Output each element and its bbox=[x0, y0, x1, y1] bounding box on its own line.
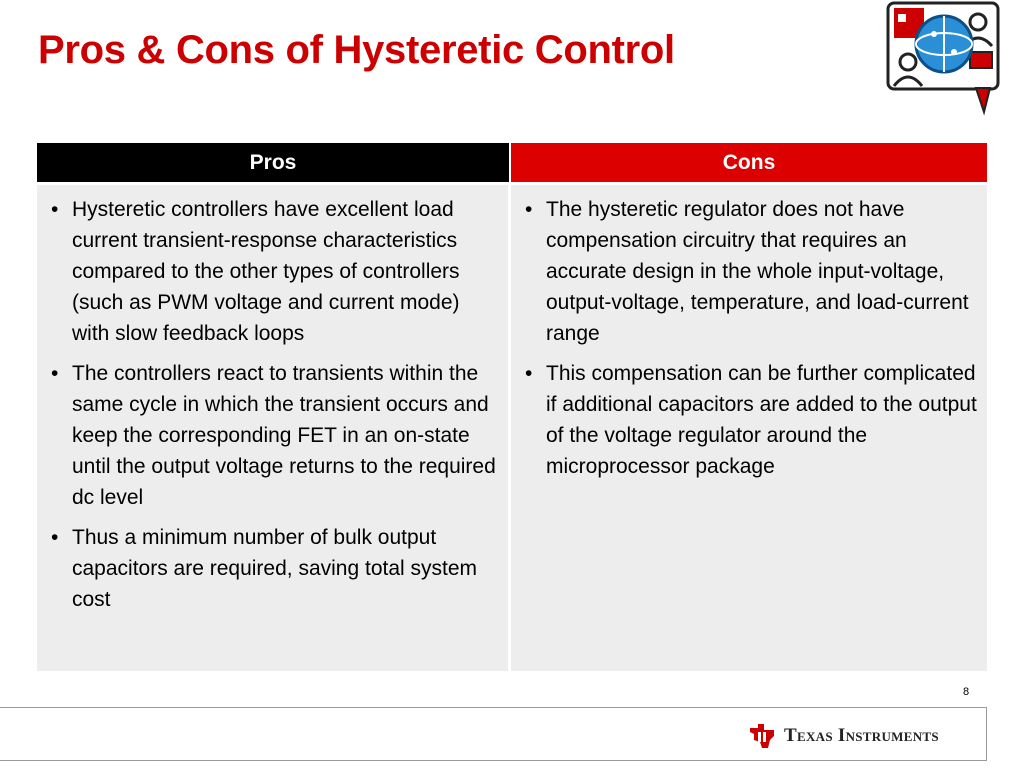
footer-bar bbox=[0, 707, 987, 761]
list-item: • The controllers react to transients within the same cycle in which the transient occurs and keep the corresponding FET in an on-state until the output voltage returns to the required dc level bbox=[45, 358, 498, 513]
cons-cell bbox=[511, 185, 987, 671]
network-people-logo-icon bbox=[884, 0, 1006, 118]
list-item: • Hysteretic controllers have excellent load current transient-response characteristics compared to the other types of controllers (such as PWM voltage and current mode) with slow feedback loops bbox=[45, 194, 498, 349]
list-item: • This compensation can be further complicated if additional capacitors are added to the output of the voltage regulator around the microprocessor package bbox=[519, 358, 977, 482]
list-item: • Thus a minimum number of bulk output capacitors are required, saving total system cost bbox=[45, 522, 498, 615]
list-item: • The hysteretic regulator does not have compensation circuitry that requires an accurate design in the whole input-voltage, output-voltage, temperature, and load-current range bbox=[519, 194, 977, 349]
texas-instruments-logo-icon bbox=[748, 722, 776, 750]
texas-instruments-logo bbox=[748, 722, 939, 750]
pros-cons-table bbox=[37, 143, 987, 671]
slide-title: Pros & Cons of Hysteretic Control bbox=[38, 28, 675, 72]
pros-list bbox=[45, 194, 498, 615]
cons-list bbox=[519, 194, 977, 482]
pros-header: Pros bbox=[37, 143, 511, 182]
cons-header: Cons bbox=[511, 143, 987, 182]
pros-cell bbox=[37, 185, 511, 671]
page-number: 8 bbox=[963, 686, 970, 698]
company-name: Texas Instruments bbox=[784, 725, 939, 746]
